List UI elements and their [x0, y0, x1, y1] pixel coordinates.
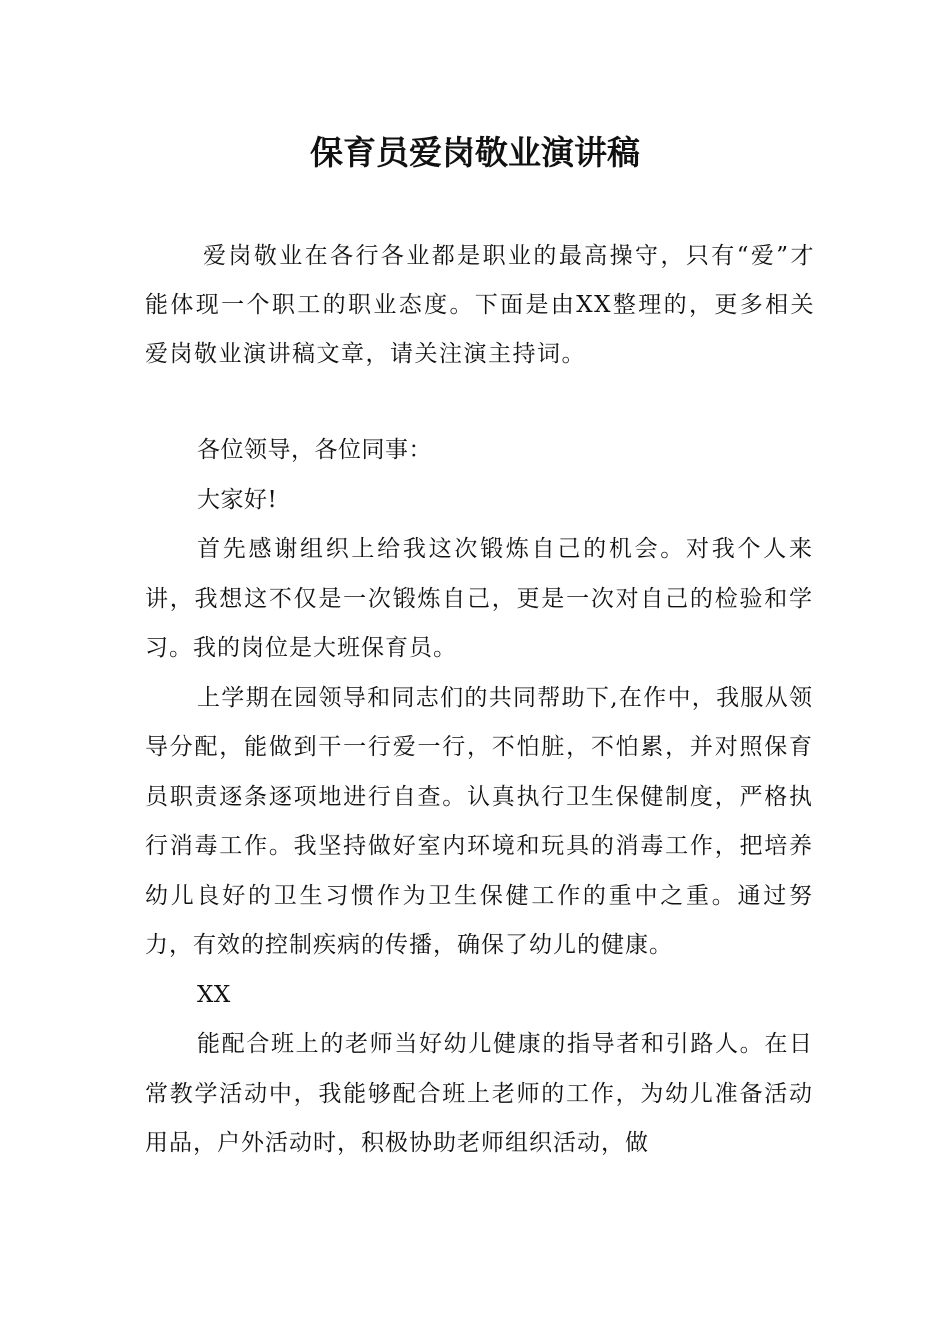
intro-paragraph: 爱岗敬业在各行各业都是职业的最高操守，只有“爱”才能体现一个职工的职业态度。下面是由XX整理的，更多相关爱岗敬业演讲稿文章，请关注演主持词。: [145, 243, 815, 367]
salutation: 各位领导，各位同事：: [197, 437, 432, 463]
body-paragraph: 能配合班上的老师当好幼儿健康的指导者和引路人。在日常教学活动中，我能够配合班上老师的工作，为幼儿准备活动用品，户外活动时，积极协助老师组织活动，做: [145, 1031, 813, 1156]
document-body: [145, 426, 813, 1169]
body-paragraph: 上学期在园领导和同志们的共同帮助下,在作中，我服从领导分配，能做到干一行爱一行，不怕脏，不怕累，并对照保育员职责逐条逐项地进行自查。认真执行卫生保健制度，严格执行消毒工作。我坚持做好室内环境和玩具的消毒工作，把培养幼儿良好的卫生习惯作为卫生保健工作的重中之重。通过努力，有效的控制疾病的传播，确保了幼儿的健康。: [145, 684, 813, 958]
section-marker: XX: [197, 981, 231, 1008]
body-paragraph: 首先感谢组织上给我这次锻炼自己的机会。对我个人来讲，我想这不仅是一次锻炼自己，更是一次对自己的检验和学习。我的岗位是大班保育员。: [145, 536, 813, 661]
greeting: 大家好!: [197, 486, 278, 513]
document-title: 保育员爱岗敬业演讲稿: [310, 133, 640, 172]
